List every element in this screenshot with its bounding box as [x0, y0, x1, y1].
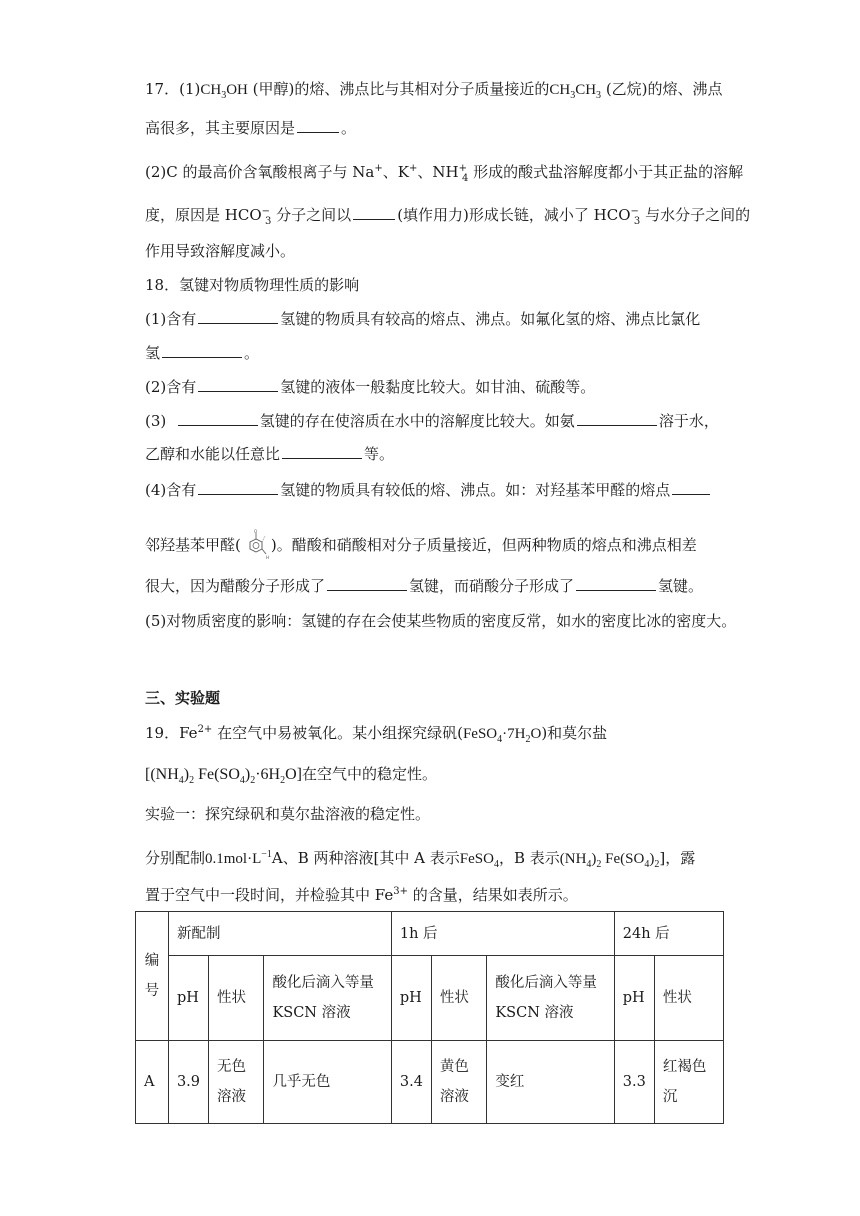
header-1h: 1h 后 [391, 912, 614, 956]
sub-kscn: 酸化后滴入等量 KSCN 溶液 [264, 956, 391, 1041]
sub-ph: pH [391, 956, 431, 1041]
svg-text:O: O [253, 529, 258, 534]
q17-2-text-c: 、NH [417, 163, 459, 181]
q17-2-text-f: 分子之间以 [276, 206, 352, 224]
q18-s4-f: 氢键，而硝酸分子形成了 [409, 577, 575, 595]
q18-s1-a: (1)含有 [145, 310, 197, 328]
q18-s3-b: 氢键的存在使溶质在水中的溶解度比较大。如氨 [259, 412, 575, 430]
answer-blank[interactable] [198, 377, 278, 392]
q19-j: 的含量，结果如表所示。 [412, 886, 578, 904]
formula-feso4-7h2o: $FeSO_4\cdot 7H_2O$ [462, 726, 542, 745]
q19-line2 [145, 764, 437, 791]
q18-s1-line1 [145, 309, 700, 329]
q18-s1-line2 [145, 343, 259, 363]
sub-state: 性状 [431, 956, 486, 1041]
q17-2-text-b: 、K [382, 163, 409, 181]
cell-ph: 3.4 [391, 1041, 431, 1124]
answer-blank[interactable] [577, 411, 657, 426]
answer-blank[interactable] [353, 205, 395, 220]
answer-blank[interactable] [178, 411, 258, 426]
q18-s4-g: 氢键。 [658, 577, 704, 595]
q18-s4-a: (4)含有 [145, 481, 197, 499]
cell-state: 黄色溶液 [431, 1041, 486, 1124]
q18-s3-line2 [145, 444, 394, 464]
q19-f: A、B 两种溶液[其中 A 表示 [271, 849, 460, 867]
formula-nh4-2-fe-so4-2: $(NH_4)_2$ $Fe(SO_4)_2$ [559, 851, 660, 870]
q18-s3-a: (3) [145, 412, 176, 430]
q18-s3-d: 乙醇和水能以任意比 [145, 445, 281, 463]
q17-line4: 度，原因是 $HCO^-_3$ 分子之间以 (填作用力)形成长链，减小了 $HCO^-_3$ 与水分子之间的 [145, 206, 751, 227]
header-24h: 24h 后 [614, 912, 723, 956]
q18-s3-e: 等。 [364, 445, 395, 463]
answer-blank[interactable] [162, 343, 242, 358]
q19-h: ]，露 [659, 849, 696, 867]
formula-ch3ch3: $CH_3CH_3$ [549, 82, 602, 101]
q18-s2-a: (2)含有 [145, 378, 197, 396]
q19-exp1: 实验一：探究绿矾和莫尔盐溶液的稳定性。 [145, 805, 431, 823]
cell-kscn: 变红 [487, 1041, 614, 1124]
answer-blank[interactable] [198, 309, 278, 324]
q18-s1-c: 氢 [145, 344, 161, 362]
q18-s1-d: 。 [244, 344, 260, 362]
q19-line5: 置于空气中一段时间，并检验其中 $Fe^{3+}$ 的含量，结果如表所示。 [145, 886, 578, 904]
q19-d: 在空气中的稳定性。 [301, 765, 437, 783]
q18-s1-b: 氢键的物质具有较高的熔点、沸点。如氟化氢的熔、沸点比氯化 [280, 310, 701, 328]
sub-ph: pH [614, 956, 654, 1041]
q18-s4-line2 [145, 528, 697, 564]
cell-state: 红褐色沉 [654, 1041, 723, 1124]
q19-b: 在空气中易被氧化。某小组探究绿矾( [217, 724, 463, 742]
answer-blank[interactable] [327, 576, 407, 591]
sub-kscn: 酸化后滴入等量 KSCN 溶液 [487, 956, 614, 1041]
q19-c: )和莫尔盐 [541, 724, 608, 742]
cell-kscn: 几乎无色 [264, 1041, 391, 1124]
q18-s4-e: 很大，因为醋酸分子形成了 [145, 577, 326, 595]
q19-i: 置于空气中一段时间，并检验其中 Fe [145, 886, 394, 904]
section-title: 三、实验题 [145, 689, 221, 707]
row-id: A [136, 1041, 169, 1124]
q18-s3-line1 [145, 411, 719, 431]
q17-text-d: 。 [341, 119, 357, 137]
sub-state: 性状 [654, 956, 723, 1041]
q18-s4-b: 氢键的物质具有较低的熔、沸点。如：对羟基苯甲醛的熔点 [280, 481, 671, 499]
q18-s4-c: 邻羟基苯甲醛( [145, 536, 241, 554]
cell-state: 无色溶液 [209, 1041, 264, 1124]
q19-line1: 19．$Fe^{2+}$ 在空气中易被氧化。某小组探究绿矾$(FeSO_4\cdot 7H_2O)$和莫尔盐 [145, 724, 608, 745]
q17-text-b: (乙烷)的熔、沸点 [605, 80, 723, 98]
q18-s3-c: 溶于水， [658, 412, 719, 430]
q17-2-text-e: 度，原因是 HCO [145, 206, 262, 224]
sub-ph: pH [168, 956, 208, 1041]
concentration: $0.1mol\cdot L^{-1}$ [205, 849, 272, 867]
q19-e: 分别配制 [145, 849, 206, 867]
formula-feso4: FeSO$_4$ [459, 851, 499, 870]
q17-line5 [145, 241, 295, 261]
o-hydroxybenzaldehyde-structure-icon [241, 528, 271, 564]
q17-2-text-i: 作用导致溶解度减小。 [145, 242, 296, 260]
q18-s2-b: 氢键的液体一般黏度比较大。如甘油、硫酸等。 [280, 378, 596, 396]
q18-s2 [145, 377, 595, 397]
formula-mohr-salt: [$(NH_4)_2$ $Fe(SO_4)_2\cdot 6H_2O$] [145, 766, 302, 787]
q17-line1 [145, 79, 723, 106]
q17-text-a: (甲醇)的熔、沸点比与其相对分子质量接近的 [252, 80, 550, 98]
answer-blank[interactable] [672, 480, 710, 495]
answer-blank[interactable] [297, 118, 339, 133]
sub-state: 性状 [209, 956, 264, 1041]
q17-2-text-a: (2)C 的最高价含氧酸根离子与 Na [145, 163, 375, 181]
table-row [136, 1041, 724, 1124]
q17-2-text-h: 与水分子之间的 [645, 206, 751, 224]
q17-2-text-d: 形成的酸式盐溶解度都小于其正盐的溶解 [473, 163, 744, 181]
stability-table [135, 911, 724, 1124]
q17-text-c: 高很多，其主要原因是 [145, 119, 296, 137]
q19-a: 19．Fe [145, 724, 198, 742]
cell-ph: 3.9 [168, 1041, 208, 1124]
formula-ch3oh: $CH_3OH$ [200, 82, 248, 101]
q18-s4-line1 [145, 480, 712, 500]
answer-blank[interactable] [576, 576, 656, 591]
q19-g: ，B 表示 [498, 849, 560, 867]
q17-line3: (2)C 的最高价含氧酸根离子与 Na+、K+、$NH^+_4$ 形成的酸式盐溶解度都小于其正盐的溶解 [145, 163, 744, 184]
q17-line2 [145, 118, 356, 138]
cell-ph: 3.3 [614, 1041, 654, 1124]
q18-title: 18．氢键对物质物理性质的影响 [145, 276, 360, 294]
q18-s5: (5)对物质密度的影响：氢键的存在会使某些物质的密度反常，如水的密度比冰的密度大。 [145, 612, 737, 630]
answer-blank[interactable] [198, 480, 278, 495]
q18-s4-d: )。醋酸和硝酸相对分子质量接近，但两种物质的熔点和沸点相差 [270, 536, 697, 554]
header-fresh: 新配制 [168, 912, 391, 956]
svg-text:H: H [265, 555, 269, 560]
header-id: 编号 [136, 912, 169, 1041]
q17-2-text-g: (填作用力)形成长链，减小了 HCO [397, 206, 631, 224]
answer-blank[interactable] [282, 444, 362, 459]
q18-s4-line3 [145, 576, 703, 596]
q19-line4 [145, 845, 695, 875]
q17-number: 17．(1) [145, 80, 201, 98]
